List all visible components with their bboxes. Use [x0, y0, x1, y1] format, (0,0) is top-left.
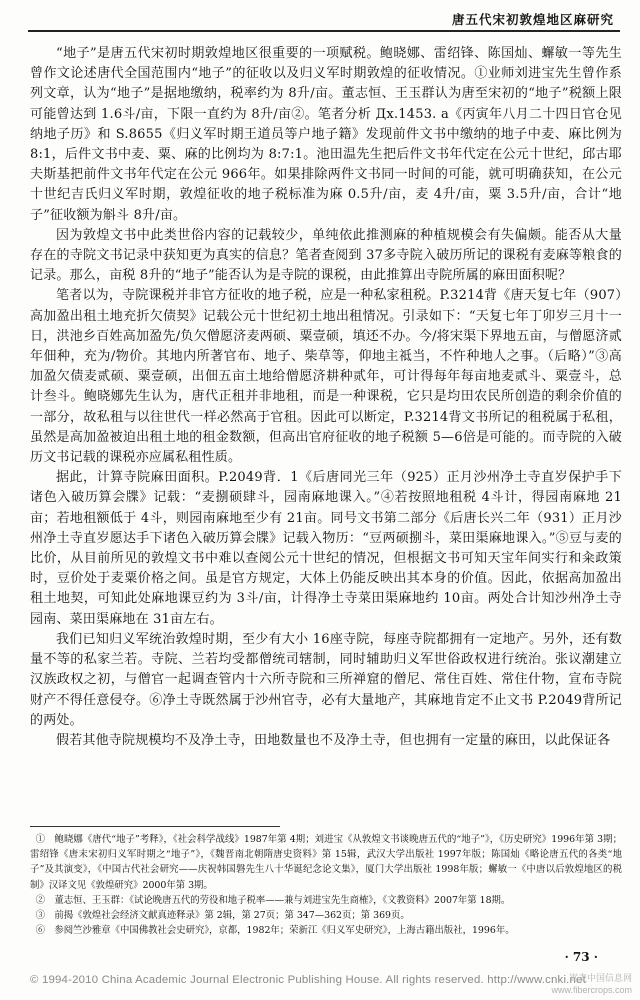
footnote: ② 董志恒、王玉群：《试论晚唐五代的劳役和地子税率——兼与刘进宝先生商榷》，《文教资料》2007年第 18期。 — [35, 894, 511, 906]
body-paragraph: 据此，计算寺院麻田面积。P.2049背．1《后唐同光三年（925）正月沙州净土寺直岁保护手下诸色入破历算会牒》记载：“麦捌硕肆斗，园南麻地课入。”④若按照地租税 4斗计，得园南麻地 21亩；若地租额低于 4斗，则园南麻地至少有 21亩。同号文书第二部分《后唐长兴二年（931）正月沙州净土寺直岁愿达手下诸色入破历算会牒》记载入物历：“豆两硕捌斗，菜田渠麻地课入。”⑤豆与麦的比价，从目前所见的敦煌文书中难以查阅公元十世纪的情况，但根据文书可知天宝年间实行和籴政策时，豆价处于麦粟价格之间。虽是官方规定，大体上仍能反映出其本身的价值。因此，依据高加盈出租土地契，可知此处麻地课豆约为 3斗/亩，计得净土寺菜田渠麻地约 10亩。两处合计知沙州净土寺园南、菜田渠麻地在 31亩左右。 — [30, 470, 622, 627]
footnote-divider — [30, 826, 280, 827]
running-header — [28, 8, 620, 32]
body-paragraph: 我们已知归义军统治敦煌时期，至少有大小 16座寺院，每座寺院都拥有一定地产。另外，还有数量不等的私家兰若。寺院、兰若均受都僧统司辖制，同时辅助归义军世俗政权进行统治。张议潮建立汉族政权之初，与僧官一起调查管内十六所寺院和三所禅窟的僧尼、常住百姓、常住什物，宣布寺院财产不得任意侵夺。⑥净土寺既然属于沙州官寺，必有大量地产，其麻地肯定不止文书 P.2049背所记的两处。 — [30, 631, 622, 728]
footnote: ③ 前揭《敦煌社会经济文献真迹释录》第 2辑，第 27页；第 347—362页；第 369页。 — [35, 910, 410, 922]
watermark-line: www.fibercrops.com — [551, 985, 632, 995]
copyright-line: © 1994-2010 China Academic Journal Electronic Publishing House. All rights reserved. http://www.cnki.net — [30, 974, 586, 986]
body-paragraph: “地子”是唐五代宋初时期敦煌地区很重要的一项赋税。鲍晓娜、雷绍锋、陈国灿、蠏敏一等先生曾作文论述唐代全国范围内“地子”的征收以及归义军时期敦煌的征收情况。①业师刘进宝先生曾作系列文章，认为“地子”是据地缴纳，税率约为 8升/亩。董志恒、王玉群认为唐至宋初的“地子”税额上限可能曾达到 1.6斗/亩，下限一直约为 8升/亩②。笔者分析 Дx.1453. a《丙寅年八月二十四日官仓见纳地子历》和 S.8655《归义军时期王道员等户地子籍》发现前件文书中缴纳的地子中麦、麻比例为 8:1，后件文书中麦、粟、麻的比例均为 8:7:1。池田温先生把后件文书年代定在公元十世纪，邱古耶夫斯基把前件文书年代定在公元 966年。如果排除两件文书同一时间的可能，就可明确获知，在公元十世纪吉氏归义军时期，敦煌征收的地子税标准为麻 0.5升/亩，麦 4升/亩，粟 3.5升/亩，合计“地子”征收额为斛斗 8升/亩。 — [30, 46, 622, 223]
body-paragraph: 因为敦煌文书中此类世俗内容的记载较少，单纯依此推测麻的种植规模会有失偏颇。能否从大量存在的寺院文书记录中获知更为真实的信息？笔者查阅到 37多寺院入破历所记的课税有麦麻等粮食的记录。那么，亩税 8升的“地子”能否认为是寺院的课税，由此推算出寺院所属的麻田面积呢？ — [30, 227, 622, 284]
watermark — [551, 972, 632, 996]
body-paragraph: 假若其他寺院规模均不及净土寺，田地数量也不及净土寺，但也拥有一定量的麻田，以此保证各 — [56, 732, 611, 748]
watermark-line: 嵩麦中国信息网 — [568, 973, 632, 983]
running-header-title: 唐五代宋初敦煌地区麻研究 — [451, 12, 614, 27]
page-number: · 73 · — [564, 950, 598, 964]
main-body-text — [30, 44, 622, 751]
footnotes — [30, 832, 622, 938]
footnote: ① 鲍晓娜《唐代“地子”考释》，《社会科学战线》1987年第 4期；刘进宝《从敦煌文书谈晚唐五代的“地子”》，《历史研究》1996年第 3期；雷绍锋《唐末宋初归义军时期之“地子”》，《魏晋南北朝隋唐史资料》第 15辑，武汉大学出版社 1997年版；陈国灿《略论唐五代的各类“地子”及其演变》，《中国古代社会研究——庆祝韩国磐先生八十华诞纪念论文集》，厦门大学出版社 1998年版；蠏敏一《中唐以后敦煌地区的税制》汉译文见《敦煌研究》2000年第 3期。 — [30, 834, 622, 891]
footnote: ⑥ 参阅竺沙雅章《中国佛教社会史研究》，京都，1982年；荣新江《归义军史研究》，上海古籍出版社，1996年。 — [35, 925, 515, 937]
body-paragraph: 笔者以为，寺院课税并非官方征收的地子税，应是一种私家租税。P.3214背《唐天复七年（907）高加盈出租土地充折欠债契》记载公元十世纪初土地出租情况。引录如下：“天复七年丁卯岁三月十一日，洪池乡百姓高加盈先/负欠僧愿济麦两硕、粟壹硕，填还不办。今/将宋渠下界地五亩，与僧愿济贰年佃种，充为/物价。其地内所著官布、地子、柴草等，仰地主祗当，不忤种地人之事。（后略）”③高加盈欠债麦贰硕、粟壹硕，出佃五亩土地给僧愿济耕种贰年，可计得每年每亩地麦贰斗、粟壹斗，总计叁斗。鲍晓娜先生认为，唐代正租并非地租，而是一种课税，它只是均田农民所创造的剩余价值的一部分，故私租与以往世代一样必然高于官租。因此可以断定，P.3214背文书所记的租税属于私租，虽然是高加盈被迫出租土地的租金数额，但高出官府征收的地子税额 5—6倍是可能的。而寺院的入破历文书记载的课税亦应属私租性质。 — [30, 288, 622, 466]
